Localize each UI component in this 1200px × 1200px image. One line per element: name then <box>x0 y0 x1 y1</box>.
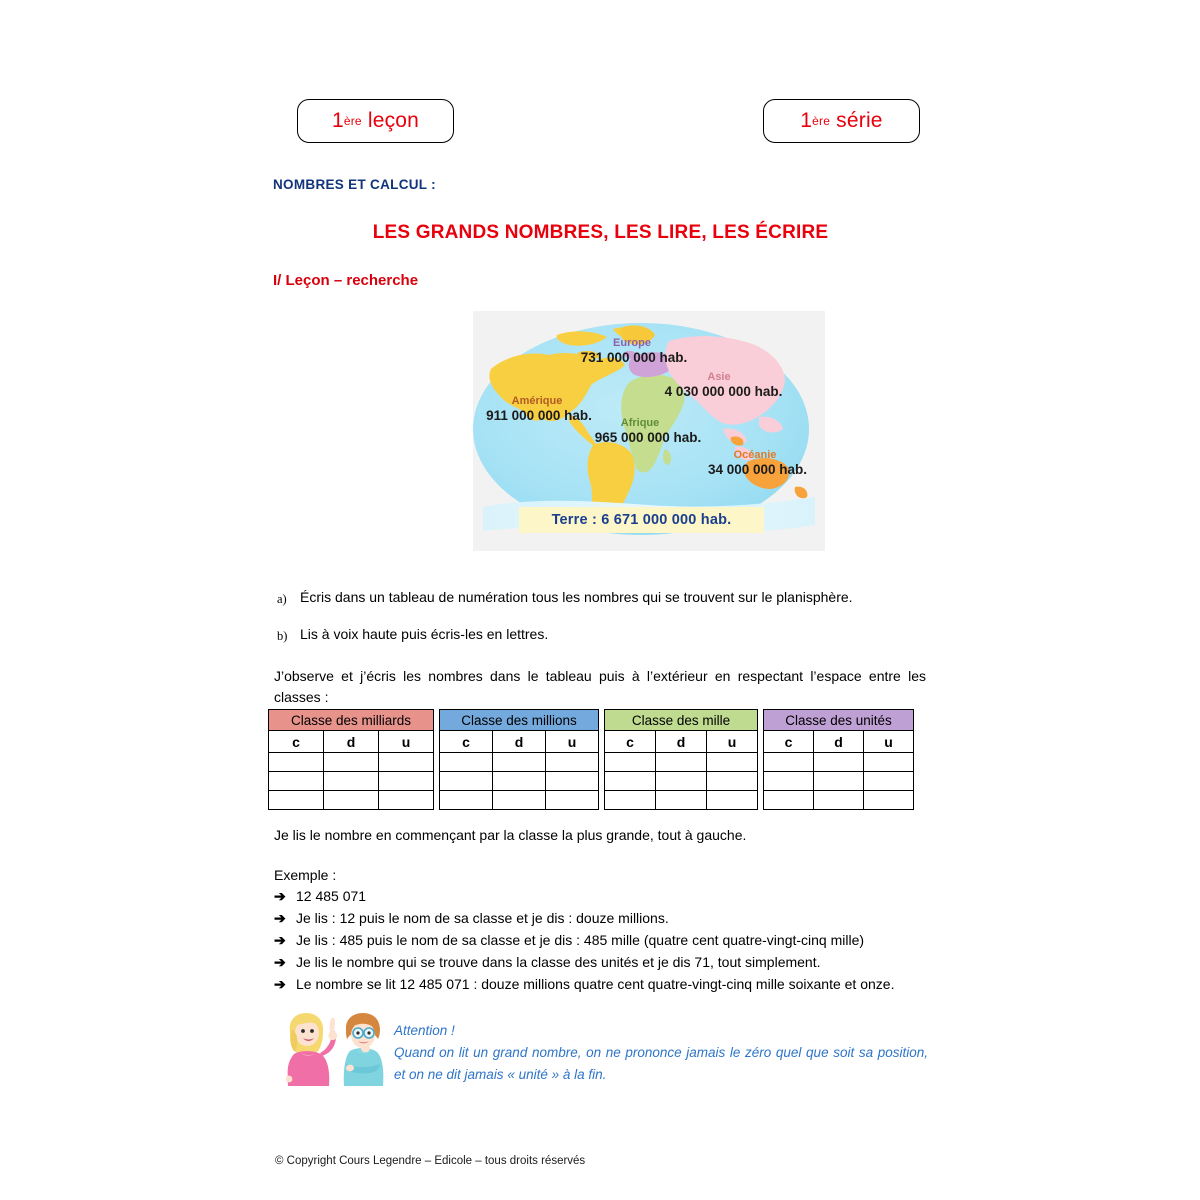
table-row[interactable] <box>440 772 598 791</box>
example-label: Exemple : <box>274 867 337 883</box>
attention-callout <box>276 1010 928 1090</box>
map-label-afrique: Afrique <box>620 417 660 429</box>
question-text-a: Écris dans un tableau de numération tous les nombres qui se trouvent sur le planisphère. <box>300 589 853 605</box>
class-header-millions: Classe des millions <box>440 710 598 731</box>
arrow-right-icon: ➔ <box>274 910 286 926</box>
class-header-mille: Classe des mille <box>605 710 757 731</box>
table-row[interactable] <box>764 753 913 772</box>
attention-text-wrapper <box>394 1020 928 1086</box>
col-u-mille: u <box>727 733 737 750</box>
table-row[interactable] <box>269 772 433 791</box>
page-title: LES GRANDS NOMBRES, LES LIRE, LES ÉCRIRE <box>372 222 829 243</box>
table-cell[interactable] <box>379 791 433 809</box>
example-list <box>274 886 929 996</box>
column-header-row-mille <box>605 731 757 753</box>
reading-rule-text: Je lis le nombre en commençant par la classe la plus grande, tout à gauche. <box>274 827 747 843</box>
table-row[interactable] <box>440 791 598 809</box>
series-number-tag: 1 ère série <box>763 99 920 143</box>
table-cell[interactable] <box>493 772 546 790</box>
class-group-unites <box>763 709 914 810</box>
col-d-milliards: d <box>324 731 379 752</box>
table-row[interactable] <box>764 791 913 809</box>
col-c-millions: c <box>440 731 493 752</box>
lesson-tag-word: leçon <box>367 109 420 132</box>
table-cell[interactable] <box>864 772 913 790</box>
question-marker-b: b) <box>277 629 288 643</box>
world-population-map <box>473 311 825 551</box>
table-cell[interactable] <box>324 772 379 790</box>
col-d-millions: d <box>493 731 546 752</box>
example-line <box>274 886 929 907</box>
table-row[interactable] <box>440 753 598 772</box>
col-d-mille: d <box>656 731 707 752</box>
subject-heading: NOMBRES ET CALCUL : <box>273 177 436 192</box>
table-cell[interactable] <box>864 791 913 809</box>
series-tag-word: série <box>836 109 883 132</box>
table-cell[interactable] <box>814 791 864 809</box>
series-tag-number: 1 <box>800 109 813 132</box>
arrow-right-icon: ➔ <box>274 976 286 992</box>
table-cell[interactable] <box>269 772 324 790</box>
table-row[interactable] <box>605 791 757 809</box>
table-cell[interactable] <box>269 791 324 809</box>
col-c-mille: c <box>605 731 656 752</box>
map-population-europe: 731 000 000 hab. <box>580 350 688 365</box>
table-cell[interactable] <box>764 791 814 809</box>
map-label-europe: Europe <box>613 337 651 349</box>
column-header-row-unites <box>764 731 913 753</box>
column-header-row-milliards <box>269 731 433 753</box>
map-population-asie: 4 030 000 000 hab. <box>664 384 783 399</box>
col-c-milliards: c <box>269 731 324 752</box>
example-line-text: Je lis : 485 puis le nom de sa classe et je dis : 485 mille (quatre cent quatre-vingt-cinq mille) <box>296 932 865 948</box>
class-header-milliards: Classe des milliards <box>269 710 433 731</box>
class-header-unites: Classe des unités <box>764 710 913 731</box>
table-cell[interactable] <box>656 791 707 809</box>
question-marker-a: a) <box>277 592 287 606</box>
example-line-text: Je lis le nombre qui se trouve dans la classe des unités et je dis 71, tout simplement. <box>296 954 821 970</box>
map-label-amerique: Amérique <box>511 395 563 407</box>
col-c-unites: c <box>764 731 814 752</box>
lesson-tag-number: 1 <box>331 109 344 132</box>
class-group-mille <box>604 709 758 810</box>
table-cell[interactable] <box>764 772 814 790</box>
table-row[interactable] <box>605 753 757 772</box>
example-line-text: 12 485 071 <box>296 888 367 904</box>
col-u-millions: u <box>567 733 577 750</box>
lesson-number-tag: 1 ère leçon <box>297 99 454 143</box>
table-cell[interactable] <box>379 772 433 790</box>
table-cell[interactable] <box>814 753 864 771</box>
example-line <box>274 908 929 929</box>
observe-instruction-paragraph: J’observe et j’écris les nombres dans le tableau puis à l’extérieur en respectant l’espace entre les classes : <box>274 668 926 705</box>
table-cell[interactable] <box>656 772 707 790</box>
table-row[interactable] <box>269 753 433 772</box>
table-cell[interactable] <box>269 753 324 771</box>
arrow-right-icon: ➔ <box>274 932 286 948</box>
table-cell[interactable] <box>546 791 598 809</box>
table-row[interactable] <box>764 772 913 791</box>
class-group-millions <box>439 709 599 810</box>
table-cell[interactable] <box>493 791 546 809</box>
attention-title: Attention ! <box>394 1023 455 1038</box>
question-text-b: Lis à voix haute puis écris-les en lettres. <box>300 626 549 642</box>
table-cell[interactable] <box>864 753 913 771</box>
class-group-milliards <box>268 709 434 810</box>
table-cell[interactable] <box>440 753 493 771</box>
table-cell[interactable] <box>440 791 493 809</box>
column-header-row-millions <box>440 731 598 753</box>
example-line <box>274 930 929 951</box>
map-total-population-banner: Terre : 6 671 000 000 hab. <box>519 507 764 533</box>
table-cell[interactable] <box>379 753 433 771</box>
map-label-asie: Asie <box>707 371 731 383</box>
example-line-text: Le nombre se lit 12 485 071 : douze millions quatre cent quatre-vingt-cinq mille soixante et onze. <box>296 976 895 992</box>
example-line <box>274 952 929 973</box>
table-cell[interactable] <box>814 772 864 790</box>
footer-copyright: © Copyright Cours Legendre – Edicole – tous droits réservés <box>275 1155 586 1167</box>
table-cell[interactable] <box>707 791 757 809</box>
example-line <box>274 974 929 995</box>
table-cell[interactable] <box>707 772 757 790</box>
example-line-text: Je lis : 12 puis le nom de sa classe et je dis : douze millions. <box>296 910 669 926</box>
table-cell[interactable] <box>440 772 493 790</box>
table-cell[interactable] <box>546 753 598 771</box>
attention-body: Quand on lit un grand nombre, on ne prononce jamais le zéro quel que soit sa position, et on ne dit jamais « unité » à la fin. <box>394 1045 928 1082</box>
table-cell[interactable] <box>546 772 598 790</box>
table-row[interactable] <box>269 791 433 809</box>
table-cell[interactable] <box>324 753 379 771</box>
arrow-right-icon: ➔ <box>274 954 286 970</box>
map-population-oceanie: 34 000 000 hab. <box>707 462 808 477</box>
table-cell[interactable] <box>707 753 757 771</box>
two-children-illustration-icon <box>276 1010 388 1090</box>
col-d-unites: d <box>814 731 864 752</box>
table-cell[interactable] <box>605 753 656 771</box>
map-label-oceanie: Océanie <box>733 449 777 461</box>
arrow-right-icon: ➔ <box>274 888 286 904</box>
col-u-unites: u <box>884 733 893 750</box>
table-cell[interactable] <box>656 753 707 771</box>
table-cell[interactable] <box>324 791 379 809</box>
map-population-afrique: 965 000 000 hab. <box>594 430 702 445</box>
table-cell[interactable] <box>605 772 656 790</box>
numeration-table <box>268 709 914 810</box>
section-heading: I/ Leçon – recherche <box>273 272 419 289</box>
col-u-milliards: u <box>401 733 411 750</box>
table-cell[interactable] <box>493 753 546 771</box>
table-row[interactable] <box>605 772 757 791</box>
table-cell[interactable] <box>605 791 656 809</box>
map-population-amerique: 911 000 000 hab. <box>486 408 592 423</box>
table-cell[interactable] <box>764 753 814 771</box>
